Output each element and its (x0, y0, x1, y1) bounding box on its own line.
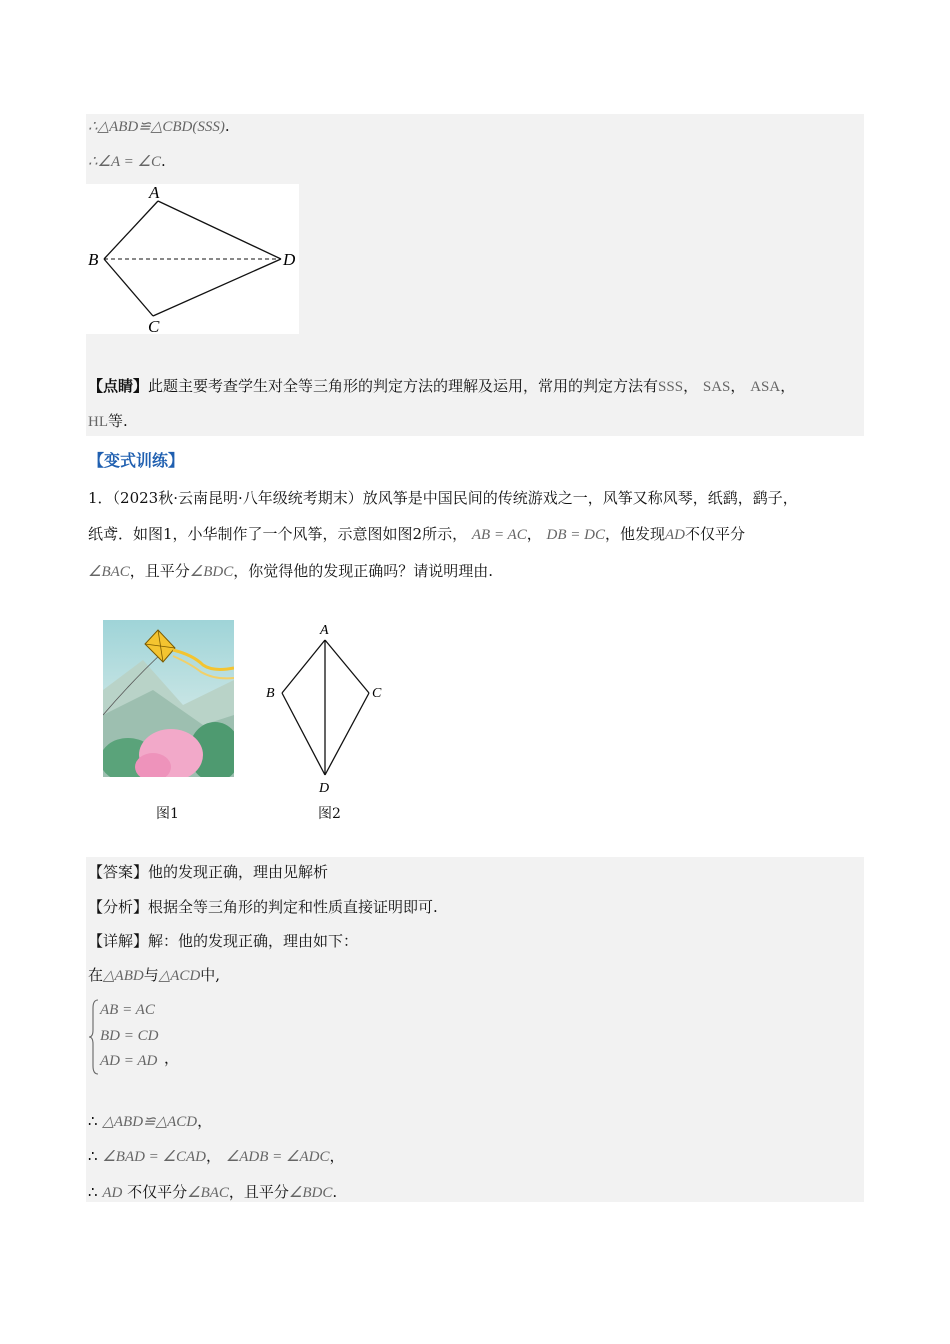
kite-figure-abcd (86, 184, 299, 334)
left-brace (88, 998, 100, 1076)
question-number: 1． (88, 489, 113, 507)
analysis-line: 【分析】根据全等三角形的判定和性质直接证明即可. (88, 898, 438, 916)
figure-1-caption: 图1 (156, 806, 179, 822)
kite-figure-2-diagram (262, 620, 387, 800)
comment-line-2: HL等. (88, 412, 128, 430)
system-eq-1: AB = AC (100, 1002, 155, 1018)
detail-line: 【详解】解：他的发现正确，理由如下： (88, 932, 359, 950)
fig2-vertex-a: A (320, 623, 329, 638)
conclusion-line-1: ∴ △ABD≌△ACD， (88, 1112, 213, 1130)
kite-illustration (103, 620, 234, 777)
vertex-label-d: D (283, 250, 296, 269)
conclusion-line-3: ∴ AD 不仅平分∠BAC，且平分∠BDC. (88, 1183, 338, 1201)
congruence-statement: ∴△ABD≌△CBD(SSS) (88, 119, 225, 135)
proof-line-1: ∴△ABD≌△CBD(SSS). (88, 117, 230, 135)
triangles-line: 在△ABD与△ACD中, (88, 966, 221, 984)
system-eq-3: AD = AD (100, 1053, 158, 1069)
answer-label: 【答案】 (88, 863, 149, 881)
vertex-label-c: C (148, 317, 160, 334)
vertex-label-b: B (88, 250, 99, 269)
angle-equality: ∴∠A = ∠C (88, 154, 161, 170)
proof-line-2: ∴∠A = ∠C. (88, 152, 166, 170)
vertex-label-a: A (149, 184, 160, 202)
detail-label: 【详解】 (88, 932, 149, 950)
equation-system: AB = AC BD = CD AD = AD ， (88, 998, 198, 1076)
system-eq-2: BD = CD (100, 1028, 159, 1044)
kite-diagram (86, 184, 299, 334)
analysis-label: 【分析】 (88, 898, 149, 916)
question-line-2: 纸鸢．如图1，小华制作了一个风筝，示意图如图2所示， AB = AC， DB = DC，他发现AD不仅平分 (88, 525, 746, 543)
fig2-vertex-b: B (266, 686, 275, 701)
section-title: 【变式训练】 (88, 451, 185, 470)
question-line-3: ∠BAC，且平分∠BDC，你觉得他的发现正确吗？请说明理由. (88, 562, 494, 580)
comment-line-1: 【点睛】此题主要考查学生对全等三角形的判定方法的理解及运用，常用的判定方法有SSS， SAS， ASA， (88, 377, 796, 395)
kite-illustration-image (103, 620, 234, 777)
comment-label: 【点睛】 (88, 377, 149, 395)
kite-figure-2 (262, 620, 387, 800)
fig2-vertex-c: C (372, 686, 382, 701)
conclusion-line-2: ∴ ∠BAD = ∠CAD， ∠ADB = ∠ADC， (88, 1147, 345, 1165)
fig2-vertex-d: D (319, 781, 330, 796)
question-line-1: 1．（2023秋·云南昆明·八年级统考期末）放风筝是中国民间的传统游戏之一，风筝又称风琴，纸鹞，鹞子， (88, 489, 798, 507)
answer-line: 【答案】他的发现正确，理由见解析 (88, 863, 329, 881)
figure-2-caption: 图2 (318, 806, 341, 822)
